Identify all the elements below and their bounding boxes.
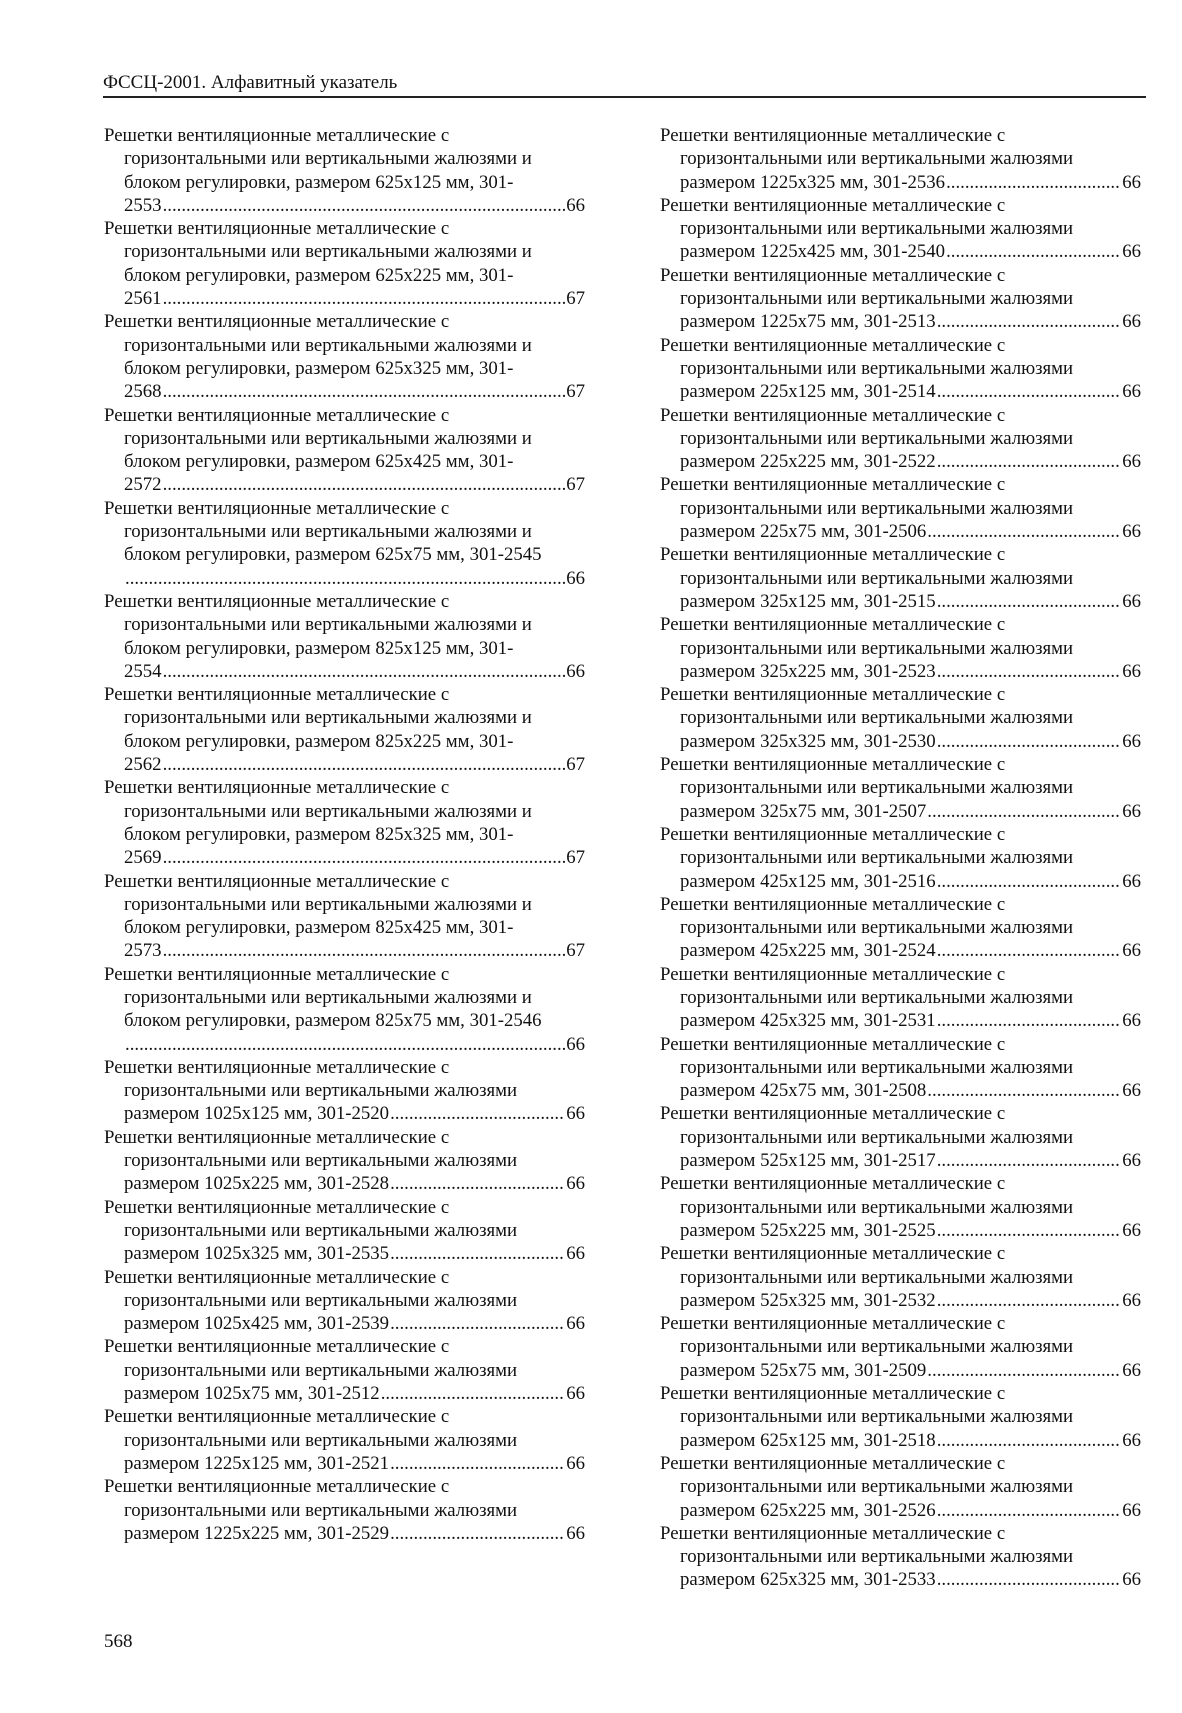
entry-page-ref: 66: [1122, 311, 1141, 333]
entry-page-ref: 66: [1122, 1569, 1141, 1591]
entry-last-text: 2568: [124, 381, 162, 403]
index-entry: [104, 1126, 585, 1196]
entry-continuation: горизонтальными или вертикальными жалюзями и: [124, 521, 532, 543]
entry-page-ref: 66: [566, 567, 585, 589]
entry-continuation: горизонтальными или вертикальными жалюзями и: [124, 427, 532, 449]
index-entry: [104, 310, 585, 403]
entry-heading: Решетки вентиляционные металлические с: [660, 823, 1006, 845]
entry-last-line: [660, 310, 1141, 333]
index-entry: [660, 264, 1141, 334]
entry-last-text: размером 1225x75 мм, 301-2513: [680, 311, 936, 333]
entry-continuation: горизонтальными или вертикальными жалюзями: [680, 148, 1074, 170]
index-entry: [104, 1405, 585, 1475]
entry-page-ref: 66: [1122, 1010, 1141, 1032]
entry-page-ref: 66: [1122, 1080, 1141, 1102]
entry-continuation: горизонтальными или вертикальными жалюзями и: [124, 614, 532, 636]
entry-heading: Решетки вентиляционные металлические с: [660, 1452, 1006, 1474]
entry-heading: Решетки вентиляционные металлические с: [660, 684, 1006, 706]
dot-leader: [937, 590, 1122, 613]
dot-leader: [390, 1102, 565, 1125]
entry-continuation: горизонтальными или вертикальными жалюзями: [680, 567, 1074, 589]
entry-heading: Решетки вентиляционные металлические с: [660, 1033, 1006, 1055]
entry-continuation: горизонтальными или вертикальными жалюзями: [124, 1219, 518, 1241]
index-entry: [660, 1033, 1141, 1103]
entry-last-line: [660, 1009, 1141, 1032]
entry-last-text: размером 425x75 мм, 301-2508: [680, 1080, 927, 1102]
entry-continuation: блоком регулировки, размером 625x125 мм, 301-: [124, 171, 514, 193]
entry-continuation: горизонтальными или вертикальными жалюзями: [680, 777, 1074, 799]
entry-heading: Решетки вентиляционные металлические с: [104, 125, 450, 146]
entry-continuation: горизонтальными или вертикальными жалюзями и: [124, 241, 532, 263]
entry-page-ref: 66: [566, 1383, 585, 1405]
entry-heading: Решетки вентиляционные металлические с: [104, 1336, 450, 1358]
entry-page-ref: 66: [566, 1103, 585, 1125]
entry-last-text: 2569: [124, 847, 162, 869]
entry-last-text: 2562: [124, 754, 162, 776]
entry-page-ref: 66: [1122, 870, 1141, 892]
entry-continuation: горизонтальными или вертикальными жалюзями и: [124, 334, 532, 356]
entry-page-ref: 66: [1122, 590, 1141, 612]
entry-heading: Решетки вентиляционные металлические с: [660, 754, 1006, 776]
entry-continuation: горизонтальными или вертикальными жалюзями: [680, 986, 1074, 1008]
entry-continuation: горизонтальными или вертикальными жалюзями: [124, 1080, 518, 1102]
entry-last-line: [660, 1289, 1141, 1312]
entry-last-line: [660, 1429, 1141, 1452]
index-entry: [660, 963, 1141, 1033]
entry-last-line: [660, 1149, 1141, 1172]
entry-last-line: [104, 473, 585, 496]
entry-heading: Решетки вентиляционные металлические с: [660, 1103, 1006, 1125]
entry-heading: Решетки вентиляционные металлические с: [104, 777, 450, 799]
entry-heading: Решетки вентиляционные металлические с: [660, 893, 1006, 915]
index-entry: [660, 1312, 1141, 1382]
entry-continuation: горизонтальными или вертикальными жалюзями: [124, 1499, 518, 1521]
entry-last-line: [104, 1522, 585, 1545]
entry-continuation: блоком регулировки, размером 825x425 мм, 301-: [124, 917, 514, 939]
dot-leader: [927, 800, 1121, 823]
entry-heading: Решетки вентиляционные металлические с: [104, 1126, 450, 1148]
entry-last-text: размером 325x125 мм, 301-2515: [680, 590, 936, 612]
dot-leader: [937, 1568, 1122, 1591]
entry-last-line: [104, 1172, 585, 1195]
entry-continuation: горизонтальными или вертикальными жалюзями и: [124, 893, 532, 915]
running-header: [103, 70, 1146, 98]
dot-leader: [163, 380, 566, 403]
entry-page-ref: 67: [566, 847, 585, 869]
entry-continuation: горизонтальными или вертикальными жалюзями: [680, 427, 1074, 449]
entry-last-line: [104, 1033, 585, 1056]
entry-last-line: [660, 1219, 1141, 1242]
index-entry: [660, 1382, 1141, 1452]
index-entry: [660, 1102, 1141, 1172]
dot-leader: [163, 287, 566, 310]
dot-leader: [946, 240, 1121, 263]
entry-continuation: горизонтальными или вертикальными жалюзями: [124, 1289, 518, 1311]
entry-last-line: [660, 520, 1141, 543]
entry-page-ref: 66: [1122, 1289, 1141, 1311]
dot-leader: [927, 520, 1121, 543]
entry-continuation: горизонтальными или вертикальными жалюзями и: [124, 986, 532, 1008]
entry-last-text: размером 325x75 мм, 301-2507: [680, 800, 927, 822]
entry-page-ref: 66: [1122, 1429, 1141, 1451]
entry-continuation: блоком регулировки, размером 625x225 мм, 301-: [124, 264, 514, 286]
entry-heading: Решетки вентиляционные металлические с: [660, 334, 1006, 356]
entry-last-text: размером 625x125 мм, 301-2518: [680, 1429, 936, 1451]
entry-last-line: [660, 240, 1141, 263]
dot-leader: [163, 939, 566, 962]
entry-continuation: горизонтальными или вертикальными жалюзями: [680, 707, 1074, 729]
index-entry: [104, 217, 585, 310]
entry-page-ref: 67: [566, 288, 585, 310]
entry-page-ref: 66: [1122, 940, 1141, 962]
entry-last-line: [660, 870, 1141, 893]
entry-page-ref: 66: [1122, 381, 1141, 403]
entry-last-text: размером 225x125 мм, 301-2514: [680, 381, 936, 403]
entry-last-text: размером 425x225 мм, 301-2524: [680, 940, 936, 962]
entry-last-text: размером 425x125 мм, 301-2516: [680, 870, 936, 892]
index-entry: [104, 1475, 585, 1545]
entry-heading: Решетки вентиляционные металлические с: [660, 404, 1006, 426]
entry-last-text: 2572: [124, 474, 162, 496]
entry-page-ref: 66: [566, 1452, 585, 1474]
entry-continuation: горизонтальными или вертикальными жалюзями: [680, 1406, 1074, 1428]
entry-continuation: горизонтальными или вертикальными жалюзями: [124, 1359, 518, 1381]
index-entry: [104, 776, 585, 869]
entry-heading: Решетки вентиляционные металлические с: [104, 1056, 450, 1078]
entry-last-line: [104, 939, 585, 962]
index-entry: [660, 334, 1141, 404]
dot-leader: [937, 730, 1122, 753]
dot-leader: [927, 1359, 1121, 1382]
entry-last-line: [104, 287, 585, 310]
entry-continuation: блоком регулировки, размером 625x325 мм, 301-: [124, 357, 514, 379]
entry-page-ref: 66: [566, 1313, 585, 1335]
dot-leader: [946, 171, 1121, 194]
entry-continuation: горизонтальными или вертикальными жалюзями: [680, 357, 1074, 379]
entry-heading: Решетки вентиляционные металлические с: [660, 194, 1006, 216]
dot-leader: [937, 450, 1122, 473]
dot-leader: [163, 753, 566, 776]
entry-page-ref: 66: [1122, 660, 1141, 682]
header-title: ФССЦ-2001. Алфавитный указатель: [103, 72, 398, 93]
entry-continuation: горизонтальными или вертикальными жалюзями: [680, 1336, 1074, 1358]
entry-last-line: [104, 660, 585, 683]
entry-page-ref: 67: [566, 754, 585, 776]
entry-last-line: [660, 1359, 1141, 1382]
entry-heading: Решетки вентиляционные металлические с: [104, 684, 450, 706]
dot-leader: [390, 1312, 565, 1335]
dot-leader: [390, 1452, 565, 1475]
index-entry: [104, 1266, 585, 1336]
entry-heading: Решетки вентиляционные металлические с: [660, 963, 1006, 985]
index-entry: [660, 613, 1141, 683]
dot-leader: [937, 1009, 1122, 1032]
index-entry: [104, 1056, 585, 1126]
entry-page-ref: 66: [1122, 1499, 1141, 1521]
index-entry: [104, 963, 585, 1056]
entry-page-ref: 66: [566, 194, 585, 216]
dot-leader: [937, 1149, 1122, 1172]
entry-heading: Решетки вентиляционные металлические с: [104, 497, 450, 519]
entry-continuation: горизонтальными или вертикальными жалюзями: [680, 1546, 1074, 1568]
dot-leader: [163, 846, 566, 869]
entry-heading: Решетки вентиляционные металлические с: [104, 218, 450, 240]
index-entry: [104, 124, 585, 217]
entry-page-ref: 66: [566, 660, 585, 682]
dot-leader: [937, 1219, 1122, 1242]
index-entry: [104, 1335, 585, 1405]
entry-continuation: горизонтальными или вертикальными жалюзями: [680, 847, 1074, 869]
entry-last-text: 2553: [124, 194, 162, 216]
dot-leader: [937, 310, 1122, 333]
entry-last-line: [660, 1499, 1141, 1522]
entry-page-ref: 66: [1122, 800, 1141, 822]
page-number: 568: [104, 1631, 133, 1652]
entry-heading: Решетки вентиляционные металлические с: [660, 544, 1006, 566]
index-entry: [660, 823, 1141, 893]
entry-continuation: блоком регулировки, размером 825x75 мм, 301-2546: [124, 1010, 542, 1032]
entry-last-text: размером 425x325 мм, 301-2531: [680, 1010, 936, 1032]
dot-leader: [390, 1242, 565, 1265]
dot-leader: [927, 1079, 1121, 1102]
entry-heading: Решетки вентиляционные металлические с: [660, 1383, 1006, 1405]
dot-leader: [163, 473, 566, 496]
entry-heading: Решетки вентиляционные металлические с: [660, 1522, 1006, 1544]
index-column-right: [660, 124, 1141, 1592]
entry-heading: Решетки вентиляционные металлические с: [104, 1406, 450, 1428]
entry-last-text: размером 525x125 мм, 301-2517: [680, 1150, 936, 1172]
entry-continuation: горизонтальными или вертикальными жалюзями и: [124, 707, 532, 729]
entry-continuation: горизонтальными или вертикальными жалюзями и: [124, 800, 532, 822]
entry-last-text: размером 225x75 мм, 301-2506: [680, 521, 927, 543]
index-entry: [660, 404, 1141, 474]
entry-continuation: горизонтальными или вертикальными жалюзями и: [124, 148, 532, 170]
entry-last-line: [104, 567, 585, 590]
entry-last-line: [104, 1242, 585, 1265]
entry-page-ref: 66: [1122, 451, 1141, 473]
entry-last-line: [660, 1079, 1141, 1102]
entry-continuation: горизонтальными или вертикальными жалюзями: [680, 288, 1074, 310]
entry-continuation: блоком регулировки, размером 625x425 мм, 301-: [124, 451, 514, 473]
entry-continuation: блоком регулировки, размером 825x325 мм, 301-: [124, 823, 514, 845]
entry-last-line: [660, 380, 1141, 403]
entry-heading: Решетки вентиляционные металлические с: [104, 1196, 450, 1218]
entry-last-text: размером 225x225 мм, 301-2522: [680, 451, 936, 473]
entry-page-ref: 66: [1122, 1150, 1141, 1172]
entry-heading: Решетки вентиляционные металлические с: [660, 474, 1006, 496]
entry-heading: Решетки вентиляционные металлические с: [104, 404, 450, 426]
entry-last-line: [660, 660, 1141, 683]
entry-continuation: горизонтальными или вертикальными жалюзями: [680, 1126, 1074, 1148]
entry-continuation: горизонтальными или вертикальными жалюзями: [124, 1150, 518, 1172]
index-entry: [660, 753, 1141, 823]
entry-page-ref: 66: [1122, 521, 1141, 543]
entry-page-ref: 66: [566, 1173, 585, 1195]
entry-continuation: горизонтальными или вертикальными жалюзями: [680, 917, 1074, 939]
entry-last-text: размером 625x225 мм, 301-2526: [680, 1499, 936, 1521]
dot-leader: [163, 194, 566, 217]
dot-leader: [390, 1172, 565, 1195]
index-column-left: [104, 124, 585, 1545]
entry-last-line: [104, 753, 585, 776]
entry-last-text: размером 1225x225 мм, 301-2529: [124, 1522, 390, 1544]
entry-last-text: размером 1025x75 мм, 301-2512: [124, 1383, 380, 1405]
entry-last-text: размером 325x225 мм, 301-2523: [680, 660, 936, 682]
entry-last-text: размером 325x325 мм, 301-2530: [680, 730, 936, 752]
entry-heading: Решетки вентиляционные металлические с: [104, 870, 450, 892]
entry-heading: Решетки вентиляционные металлические с: [660, 1173, 1006, 1195]
entry-last-line: [104, 380, 585, 403]
entry-continuation: горизонтальными или вертикальными жалюзями: [124, 1429, 518, 1451]
entry-last-text: размером 625x325 мм, 301-2533: [680, 1569, 936, 1591]
entry-heading: Решетки вентиляционные металлические с: [660, 125, 1006, 146]
entry-continuation: горизонтальными или вертикальными жалюзями: [680, 218, 1074, 240]
dot-leader: [163, 660, 566, 683]
index-entry: [660, 194, 1141, 264]
entry-last-text: размером 525x225 мм, 301-2525: [680, 1219, 936, 1241]
entry-page-ref: 67: [566, 474, 585, 496]
entry-last-line: [104, 194, 585, 217]
entry-page-ref: 66: [1122, 730, 1141, 752]
entry-heading: Решетки вентиляционные металлические с: [104, 1476, 450, 1498]
entry-last-text: 2561: [124, 288, 162, 310]
dot-leader: [937, 870, 1122, 893]
entry-last-line: [104, 1452, 585, 1475]
entry-last-text: 2573: [124, 940, 162, 962]
dot-leader: [937, 380, 1122, 403]
dot-leader: [125, 1033, 565, 1056]
entry-last-line: [660, 450, 1141, 473]
entry-last-text: размером 1225x125 мм, 301-2521: [124, 1452, 390, 1474]
entry-last-text: размером 525x325 мм, 301-2532: [680, 1289, 936, 1311]
entry-heading: Решетки вентиляционные металлические с: [104, 311, 450, 333]
dot-leader: [390, 1522, 565, 1545]
dot-leader: [125, 567, 565, 590]
index-entry: [104, 497, 585, 590]
entry-heading: Решетки вентиляционные металлические с: [660, 1313, 1006, 1335]
entry-continuation: горизонтальными или вертикальными жалюзями: [680, 637, 1074, 659]
entry-page-ref: 66: [1122, 1219, 1141, 1241]
entry-continuation: блоком регулировки, размером 625x75 мм, 301-2545: [124, 544, 542, 566]
index-entry: [104, 870, 585, 963]
index-entry: [660, 1522, 1141, 1592]
entry-last-text: размером 1025x225 мм, 301-2528: [124, 1173, 390, 1195]
dot-leader: [381, 1382, 566, 1405]
index-entry: [660, 124, 1141, 194]
entry-last-text: размером 1025x125 мм, 301-2520: [124, 1103, 390, 1125]
entry-page-ref: 66: [1122, 241, 1141, 263]
dot-leader: [937, 1429, 1122, 1452]
index-entry: [660, 543, 1141, 613]
dot-leader: [937, 1499, 1122, 1522]
entry-heading: Решетки вентиляционные металлические с: [104, 590, 450, 612]
index-entry: [104, 590, 585, 683]
entry-last-line: [660, 590, 1141, 613]
index-entry: [660, 893, 1141, 963]
entry-page-ref: 66: [566, 1033, 585, 1055]
dot-leader: [937, 939, 1122, 962]
entry-heading: Решетки вентиляционные металлические с: [660, 614, 1006, 636]
entry-page-ref: 66: [1122, 171, 1141, 193]
entry-page-ref: 66: [1122, 1359, 1141, 1381]
entry-last-line: [104, 846, 585, 869]
dot-leader: [937, 1289, 1122, 1312]
entry-continuation: горизонтальными или вертикальными жалюзями: [680, 1266, 1074, 1288]
entry-continuation: горизонтальными или вертикальными жалюзями: [680, 1056, 1074, 1078]
entry-continuation: горизонтальными или вертикальными жалюзями: [680, 1196, 1074, 1218]
entry-heading: Решетки вентиляционные металлические с: [660, 1243, 1006, 1265]
index-entry: [660, 1172, 1141, 1242]
entry-last-line: [660, 1568, 1141, 1591]
entry-heading: Решетки вентиляционные металлические с: [104, 1266, 450, 1288]
index-entry: [104, 404, 585, 497]
entry-heading: Решетки вентиляционные металлические с: [660, 264, 1006, 286]
entry-continuation: горизонтальными или вертикальными жалюзями: [680, 497, 1074, 519]
dot-leader: [937, 660, 1122, 683]
entry-last-text: размером 1025x325 мм, 301-2535: [124, 1243, 390, 1265]
entry-page-ref: 66: [566, 1522, 585, 1544]
index-entry: [660, 1242, 1141, 1312]
entry-last-line: [660, 800, 1141, 823]
index-entry: [660, 683, 1141, 753]
entry-last-text: размером 1225x325 мм, 301-2536: [680, 171, 946, 193]
entry-continuation: блоком регулировки, размером 825x125 мм, 301-: [124, 637, 514, 659]
entry-page-ref: 67: [566, 381, 585, 403]
entry-last-text: 2554: [124, 660, 162, 682]
entry-last-line: [660, 730, 1141, 753]
index-entry: [660, 473, 1141, 543]
index-entry: [104, 1196, 585, 1266]
entry-last-line: [660, 939, 1141, 962]
entry-last-line: [104, 1312, 585, 1335]
entry-page-ref: 66: [566, 1243, 585, 1265]
entry-last-text: размером 1225x425 мм, 301-2540: [680, 241, 946, 263]
entry-last-line: [104, 1102, 585, 1125]
index-entry: [104, 683, 585, 776]
entry-last-line: [660, 171, 1141, 194]
entry-last-text: размером 1025x425 мм, 301-2539: [124, 1313, 390, 1335]
entry-continuation: блоком регулировки, размером 825x225 мм, 301-: [124, 730, 514, 752]
index-entry: [660, 1452, 1141, 1522]
entry-last-text: размером 525x75 мм, 301-2509: [680, 1359, 927, 1381]
entry-heading: Решетки вентиляционные металлические с: [104, 963, 450, 985]
entry-page-ref: 67: [566, 940, 585, 962]
entry-continuation: горизонтальными или вертикальными жалюзями: [680, 1476, 1074, 1498]
entry-last-line: [104, 1382, 585, 1405]
